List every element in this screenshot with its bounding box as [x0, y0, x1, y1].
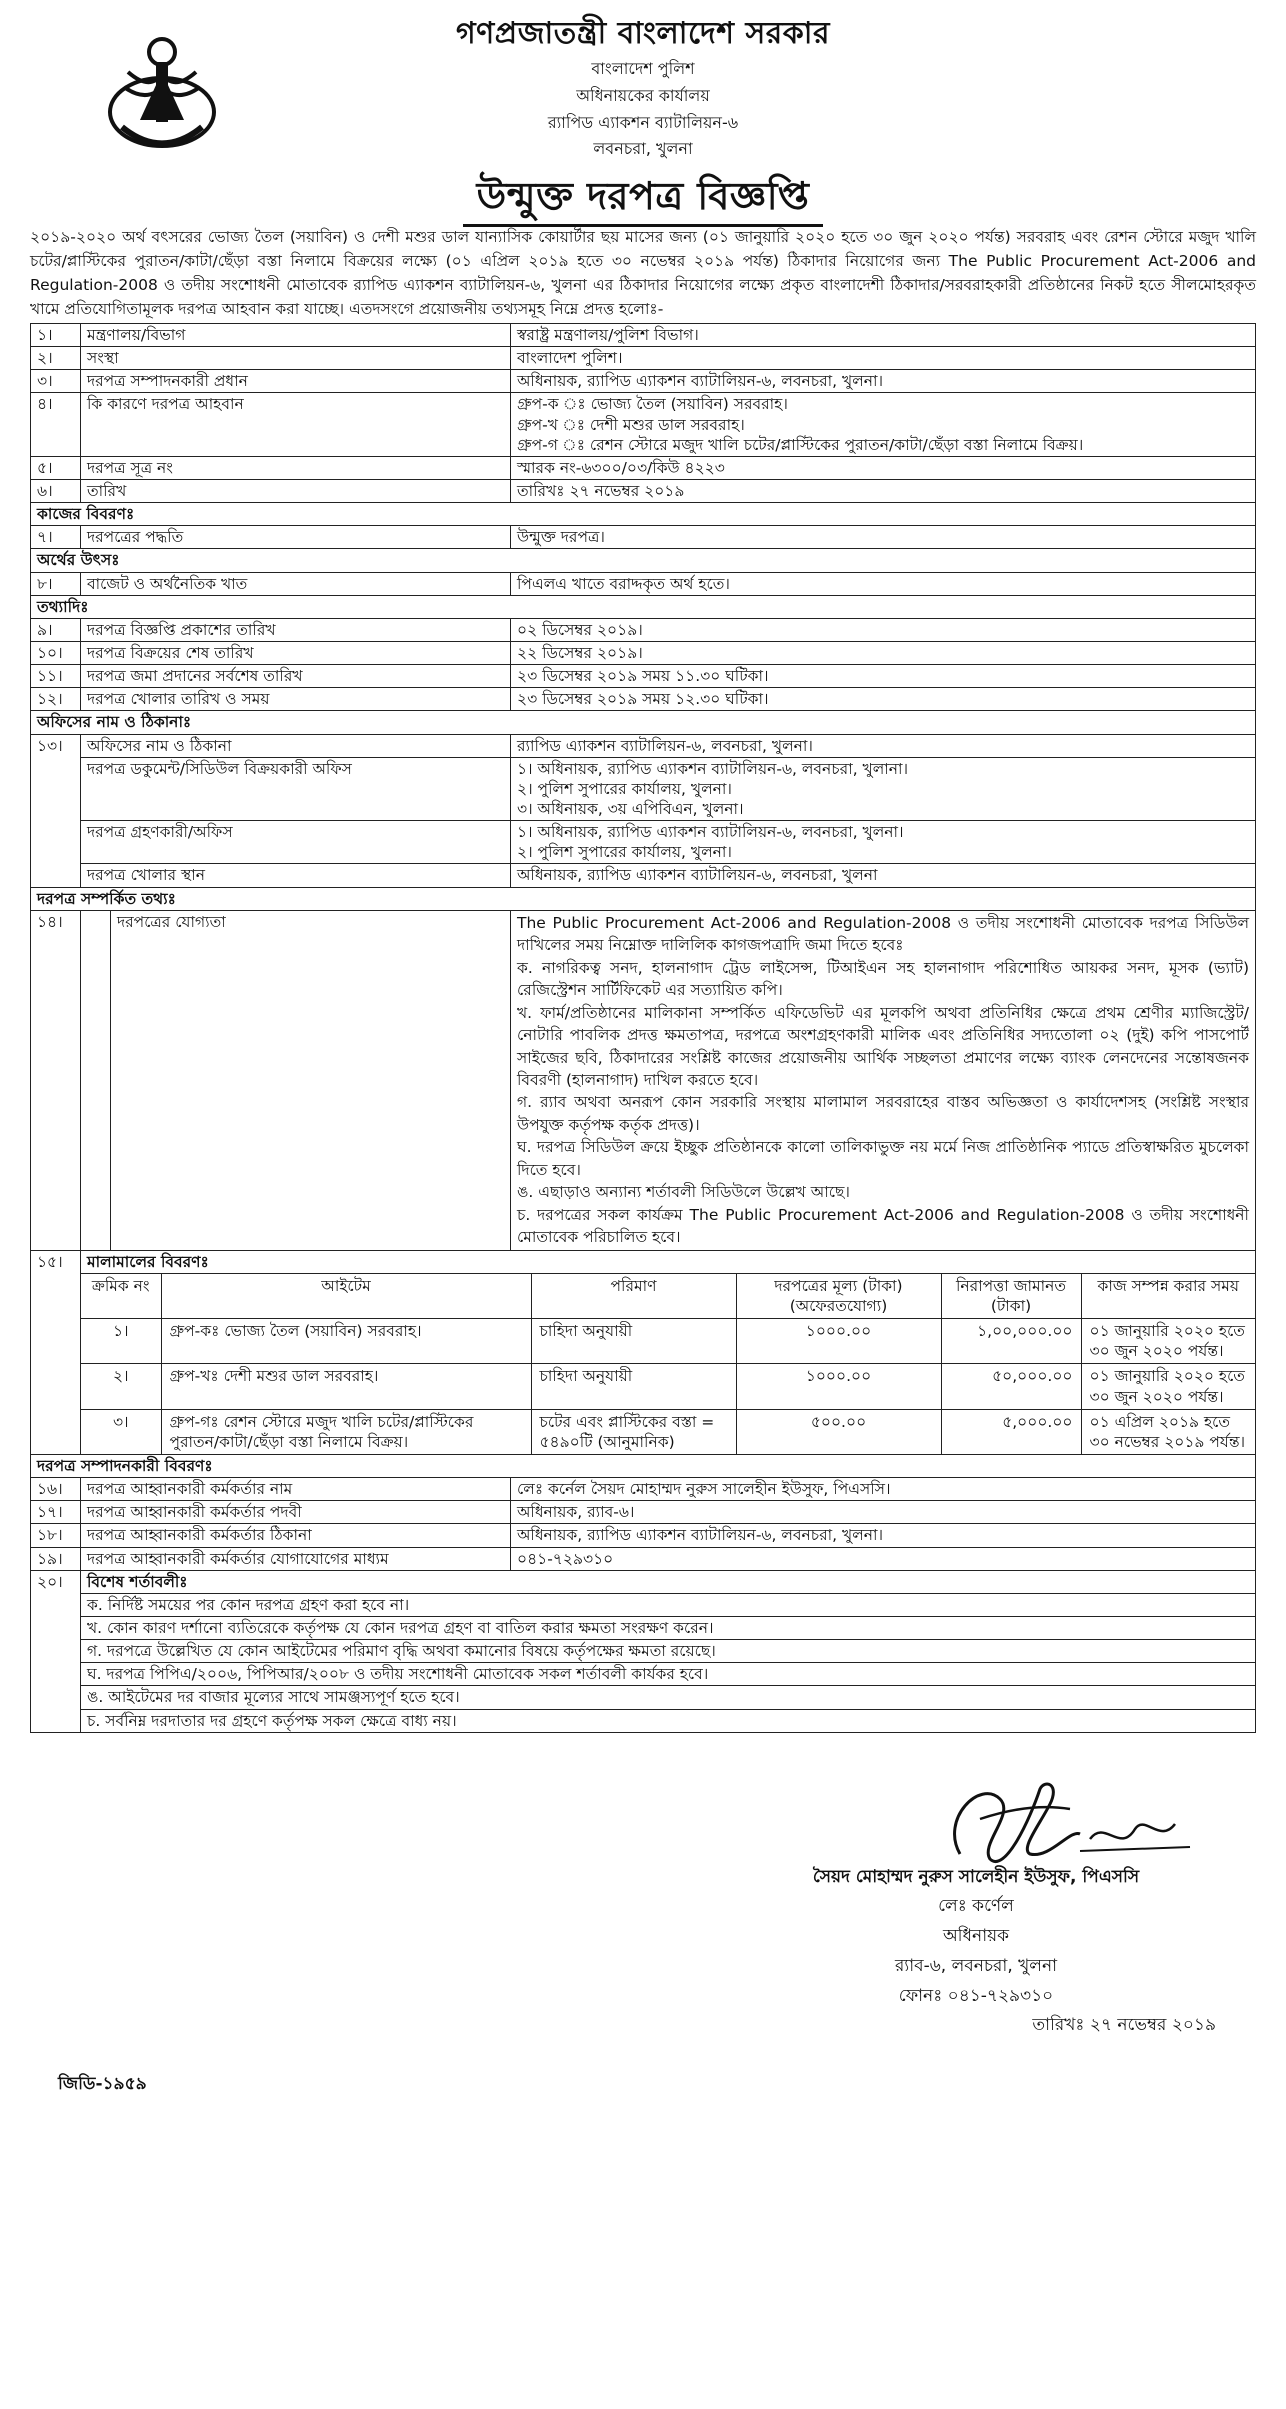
row-value: অধিনায়ক, র‍্যাপিড এ্যাকশন ব্যাটালিয়ন-৬, লবনচরা, খুলনা।: [511, 1524, 1256, 1547]
row-label: বাজেট ও অর্থনৈতিক খাত: [81, 572, 511, 595]
row-value: ২৩ ডিসেম্বর ২০১৯ সময় ১২.৩০ ঘটিকা।: [511, 688, 1256, 711]
header-line-location: লবনচরা, খুলনা: [593, 139, 693, 159]
svg-text:RAB: RAB: [149, 128, 175, 141]
row-value: ০৪১-৭২৯৩১০: [511, 1547, 1256, 1570]
row-value: বাংলাদেশ পুলিশ।: [511, 347, 1256, 370]
table-row: [31, 642, 1256, 665]
table-row: [31, 618, 1256, 641]
eligibility-requirements: [511, 910, 1256, 1250]
cell-completion: ০১ এপ্রিল ২০১৯ হতে ৩০ নভেম্বর ২০১৯ পর্যন্ত।: [1081, 1409, 1255, 1454]
header-line-battalion: র‍্যাপিড এ্যাকশন ব্যাটালিয়ন-৬: [547, 112, 739, 132]
eligibility-item: গ. র‍্যাব অথবা অনরূপ কোন সরকারি সংস্থায় মালামাল সরবরাহের বাস্তব অভিজ্ঞতা ও কার্যাদেশসহ (সংশ্লিষ্ট সংস্থার উপযুক্ত কর্তৃপক্ষ কর্তৃক প্রদত্ত)।: [517, 1093, 1249, 1134]
header-line-office: অধিনায়কের কার্যালয়: [576, 85, 710, 105]
row-value: [511, 821, 1256, 864]
special-conditions-title: বিশেষ শর্তাবলীঃ: [81, 1570, 1256, 1593]
cell-security: ৫০,০০০.০০: [941, 1364, 1081, 1409]
cell-item: গ্রুপ-খঃ দেশী মশুর ডাল সরবরাহ।: [161, 1364, 531, 1409]
table-row: [31, 370, 1256, 393]
table-row: [31, 688, 1256, 711]
special-condition: ঙ. আইটেমের দর বাজার মূল্যের সাথে সামঞ্জস্যপূর্ণ হতে হবে।: [81, 1686, 1256, 1709]
table-row: [31, 821, 1256, 864]
row-value: স্বরাষ্ট্র মন্ত্রণালয়/পুলিশ বিভাগ।: [511, 324, 1256, 347]
row-label: মন্ত্রণালয়/বিভাগ: [81, 324, 511, 347]
section-heading: তথ্যাদিঃ: [31, 595, 1256, 618]
special-condition: ঘ. দরপত্র পিপিএ/২০০৬, পিপিআর/২০০৮ ও তদীয় সংশোধনী মোতাবেক সকল শর্তাবলী কার্যকর হবে।: [81, 1663, 1256, 1686]
row-label: দরপত্র সূত্র নং: [81, 456, 511, 479]
row-number: ১৩।: [31, 734, 81, 887]
goods-header-row: [81, 1273, 1255, 1318]
row-label: সংস্থা: [81, 347, 511, 370]
table-row: [31, 1570, 1256, 1593]
receiving-office-item: ১। অধিনায়ক, র‍্যাপিড এ্যাকশন ব্যাটালিয়ন-৬, লবনচরা, খুলনা।: [517, 823, 904, 842]
signatory-post: অধিনায়ক: [942, 1926, 1010, 1947]
table-row: [81, 1319, 1255, 1364]
notice-title: উন্মুক্ত দরপত্র বিজ্ঞপ্তি: [476, 174, 810, 219]
cell-completion: ০১ জানুয়ারি ২০২০ হতে ৩০ জুন ২০২০ পর্যন্ত।: [1081, 1319, 1255, 1364]
row-value: উন্মুক্ত দরপত্র।: [511, 526, 1256, 549]
cell-tender-price: ১০০০.০০: [736, 1319, 941, 1364]
goods-heading: মালামালের বিবরণঃ: [87, 1252, 209, 1271]
signature-block: [736, 1863, 1216, 2042]
row-value: র‍্যাপিড এ্যাকশন ব্যাটালিয়ন-৬, লবনচরা, খুলনা।: [511, 734, 1256, 757]
row-number: ৭।: [31, 526, 81, 549]
cell-quantity: চাহিদা অনুযায়ী: [531, 1319, 736, 1364]
row-label: তারিখ: [81, 480, 511, 503]
row-number: ১১।: [31, 665, 81, 688]
row-number: ১৮।: [31, 1524, 81, 1547]
table-row: [31, 1501, 1256, 1524]
cell-item: গ্রুপ-কঃ ভোজ্য তৈল (সয়াবিন) সরবরাহ।: [161, 1319, 531, 1364]
cell-quantity: চাহিদা অনুযায়ী: [531, 1364, 736, 1409]
row-number: ৪।: [31, 393, 81, 456]
rab-emblem-icon: [100, 32, 225, 157]
table-row: [31, 526, 1256, 549]
eligibility-item: ঙ. এছাড়াও অন্যান্য শর্তাবলী সিডিউলে উল্লেখ আছে।: [517, 1183, 850, 1202]
row-number: ৯।: [31, 618, 81, 641]
section-heading: অফিসের নাম ও ঠিকানাঃ: [31, 711, 1256, 734]
row-value: লেঃ কর্নেল সৈয়দ মোহাম্মদ নুরুস সালেহীন ইউসুফ, পিএসসি।: [511, 1478, 1256, 1501]
table-row: [31, 1478, 1256, 1501]
col-tender-price: দরপত্রের মূল্য (টাকা) (অফেরতযোগ্য): [736, 1273, 941, 1318]
row-number: ১২।: [31, 688, 81, 711]
eligibility-item: খ. ফার্ম/প্রতিষ্ঠানের মালিকানা সম্পর্কিত এফিডেভিট এর মূলকপি অথবা প্রতিনিধির ক্ষেত্রে প্রথম শ্রেণীর ম্যাজিস্ট্রেট/নোটারি পাবলিক প্রদত্ত ক্ষমতাপত্র, দরপত্রে অংশগ্রহণকারী মালিক এবং প্রতিনিধির সদ্যতোলা ০২ (দুই) কপি পাসপোর্ট সাইজের ছবি, ঠিকাদারের সংশ্লিষ্ট কাজের প্রয়োজনীয় আর্থিক সচ্ছলতা প্রমাণের লক্ষ্যে ব্যাংক লেনদেনের সন্তোষজনক বিবরণী (হালনাগাদ) দাখিল করতে হবে।: [517, 1003, 1249, 1089]
section-heading-row: [31, 887, 1256, 910]
special-condition: খ. কোন কারণ দর্শানো ব্যতিরেকে কর্তৃপক্ষ যে কোন দরপত্র গ্রহণ বা বাতিল করার ক্ষমতা সংরক্ষণ করেন।: [81, 1617, 1256, 1640]
cell-completion: ০১ জানুয়ারি ২০২০ হতে ৩০ জুন ২০২০ পর্যন্ত।: [1081, 1364, 1255, 1409]
eligibility-item: ক. নাগরিকত্ব সনদ, হালনাগাদ ট্রেড লাইসেন্স, টিআইএন সহ হালনাগাদ পরিশোধিত আয়কর সনদ, মূসক (ভ্যাট) রেজিস্ট্রেশন সার্টিফিকেট এর সত্যায়িত কপি।: [517, 958, 1249, 1000]
row-label: দরপত্র বিক্রয়ের শেষ তারিখ: [81, 642, 511, 665]
list-item: [31, 1593, 1256, 1616]
table-row: [31, 757, 1256, 820]
table-row: [31, 393, 1256, 456]
cell-security: ১,০০,০০০.০০: [941, 1319, 1081, 1364]
table-row: [31, 864, 1256, 887]
signature-area: [30, 1733, 1256, 2093]
row-number: ৬।: [31, 480, 81, 503]
col-item: আইটেম: [161, 1273, 531, 1318]
row-label: দরপত্র খোলার তারিখ ও সময়: [81, 688, 511, 711]
row-number: ১০।: [31, 642, 81, 665]
row-label: কি কারণে দরপত্র আহবান: [81, 393, 511, 456]
row-label: দরপত্র আহ্বানকারী কর্মকর্তার পদবী: [81, 1501, 511, 1524]
header-line-police: বাংলাদেশ পুলিশ: [591, 59, 695, 78]
cell-quantity: চটের এবং প্লাস্টিকের বস্তা = ৫৪৯০টি (আনুমানিক): [531, 1409, 736, 1454]
row-label: দরপত্র সম্পাদনকারী প্রধান: [81, 370, 511, 393]
row-number: ৫।: [31, 456, 81, 479]
group-a-item: গ্রুপ-ক ঃ ভোজ্য তৈল (সয়াবিন) সরবরাহ।: [517, 395, 788, 414]
notice-header: [30, 14, 1256, 219]
row-label: দরপত্র আহ্বানকারী কর্মকর্তার যোগাযোগের মাধ্যম: [81, 1547, 511, 1570]
row-value: অধিনায়ক, র‍্যাপিড এ্যাকশন ব্যাটালিয়ন-৬, লবনচরা, খুলনা।: [511, 370, 1256, 393]
row-value: ০২ ডিসেম্বর ২০১৯।: [511, 618, 1256, 641]
list-item: [31, 1617, 1256, 1640]
row-value: অধিনায়ক, র‍্যাপিড এ্যাকশন ব্যাটালিয়ন-৬, লবনচরা, খুলনা: [511, 864, 1256, 887]
row-number: ৮।: [31, 572, 81, 595]
row-label: দরপত্র আহ্বানকারী কর্মকর্তার ঠিকানা: [81, 1524, 511, 1547]
cell-tender-price: ৫০০.০০: [736, 1409, 941, 1454]
cell-security: ৫,০০০.০০: [941, 1409, 1081, 1454]
row-number: ৩।: [31, 370, 81, 393]
col-completion: কাজ সম্পন্ন করার সময়: [1081, 1273, 1255, 1318]
row-label: দরপত্র খোলার স্থান: [81, 864, 511, 887]
row-label: দরপত্রের পদ্ধতি: [81, 526, 511, 549]
table-row: [31, 1547, 1256, 1570]
col-quantity: পরিমাণ: [531, 1273, 736, 1318]
cell-serial: ২।: [81, 1364, 161, 1409]
special-condition: ক. নির্দিষ্ট সময়ের পর কোন দরপত্র গ্রহণ করা হবে না।: [81, 1593, 1256, 1616]
section-heading: অর্থের উৎসঃ: [31, 549, 1256, 572]
row-label: দরপত্রের যোগ্যতা: [111, 910, 511, 1250]
section-heading-row: [31, 549, 1256, 572]
title-underline: [463, 224, 823, 227]
signatory-rank: লেঃ কর্ণেল: [938, 1896, 1014, 1917]
table-row: [31, 734, 1256, 757]
section-heading: দরপত্র সম্পাদনকারী বিবরণঃ: [31, 1455, 1256, 1478]
list-item: [31, 1686, 1256, 1709]
eligibility-item: ঘ. দরপত্র সিডিউল ক্রয়ে ইচ্ছুক প্রতিষ্ঠানকে কালো তালিকাভুক্ত নয় মর্মে নিজ প্রাতিষ্ঠানিক প্যাডে প্রতিস্বাক্ষরিত মুচলেকা দিতে হবে।: [517, 1138, 1249, 1179]
table-row: [31, 1524, 1256, 1547]
table-row: [31, 665, 1256, 688]
signatory-name: সৈয়দ মোহাম্মদ নুরুস সালেহীন ইউসুফ, পিএসসি: [812, 1866, 1140, 1887]
row-number: ১৭।: [31, 1501, 81, 1524]
sale-office-item: ৩। অধিনায়ক, ৩য় এপিবিএন, খুলনা।: [517, 800, 744, 819]
row-label: অফিসের নাম ও ঠিকানা: [81, 734, 511, 757]
sale-office-item: ২। পুলিশ সুপারের কার্যালয়, খুলনা।: [517, 779, 732, 798]
row-number: ১৫।: [31, 1250, 81, 1454]
table-row: [31, 1250, 1256, 1454]
table-row: [81, 1364, 1255, 1409]
gd-number: জিডি-১৯৫৯: [58, 2073, 147, 2094]
row-gap: [81, 910, 111, 1250]
table-row: [31, 456, 1256, 479]
table-row: [81, 1409, 1255, 1454]
row-label: দরপত্র জমা প্রদানের সর্বশেষ তারিখ: [81, 665, 511, 688]
cell-serial: ৩।: [81, 1409, 161, 1454]
row-value: ২২ ডিসেম্বর ২০১৯।: [511, 642, 1256, 665]
table-row: [31, 347, 1256, 370]
section-heading: কাজের বিবরণঃ: [31, 503, 1256, 526]
row-number: ১৬।: [31, 1478, 81, 1501]
col-security: নিরাপত্তা জামানত (টাকা): [941, 1273, 1081, 1318]
info-table: [30, 323, 1256, 1733]
row-value: [511, 757, 1256, 820]
list-item: [31, 1709, 1256, 1732]
row-label: দরপত্র গ্রহণকারী/অফিস: [81, 821, 511, 864]
row-number: ১।: [31, 324, 81, 347]
row-number: ২০।: [31, 1570, 81, 1732]
section-heading-row: [31, 1455, 1256, 1478]
sale-office-item: ১। অধিনায়ক, র‍্যাপিড এ্যাকশন ব্যাটালিয়ন-৬, লবনচরা, খুলানা।: [517, 759, 909, 778]
row-value: তারিখঃ ২৭ নভেম্বর ২০১৯: [511, 480, 1256, 503]
receiving-office-item: ২। পুলিশ সুপারের কার্যালয়, খুলনা।: [517, 843, 732, 862]
table-row: [31, 910, 1256, 1250]
row-label: দরপত্র ডকুমেন্ট/সিডিউল বিক্রয়কারী অফিস: [81, 757, 511, 820]
goods-table: [81, 1273, 1255, 1454]
table-row: [31, 572, 1256, 595]
goods-cell: [81, 1250, 1256, 1454]
section-heading-row: [31, 711, 1256, 734]
col-serial: ক্রমিক নং: [81, 1273, 161, 1318]
cell-serial: ১।: [81, 1319, 161, 1364]
cell-item: গ্রুপ-গঃ রেশন স্টোরে মজুদ খালি চটের/প্লাস্টিকের পুরাতন/কাটা/ছেঁড়া বস্তা নিলামে বিক্রয়।: [161, 1409, 531, 1454]
group-c-item: গ্রুপ-গ ঃ রেশন স্টোরে মজুদ খালি চটের/প্লাস্টিকের পুরাতন/কাটা/ছেঁড়া বস্তা নিলামে বিক্রয়।: [517, 435, 1084, 454]
special-condition: চ. সর্বনিম্ন দরদাতার দর গ্রহণে কর্তৃপক্ষ সকল ক্ষেত্রে বাধ্য নয়।: [81, 1709, 1256, 1732]
section-heading: দরপত্র সম্পর্কিত তথ্যঃ: [31, 887, 1256, 910]
row-label: দরপত্র বিজ্ঞপ্তি প্রকাশের তারিখ: [81, 618, 511, 641]
cell-tender-price: ১০০০.০০: [736, 1364, 941, 1409]
signature-icon: [920, 1759, 1200, 1879]
row-number: ১৪।: [31, 910, 81, 1250]
row-value: অধিনায়ক, র‍্যাব-৬।: [511, 1501, 1256, 1524]
table-row: [31, 324, 1256, 347]
signatory-address: র‍্যাব-৬, লবনচরা, খুলনা: [894, 1955, 1058, 1976]
row-number: ২।: [31, 347, 81, 370]
table-row: [31, 480, 1256, 503]
signature-date: তারিখঃ ২৭ নভেম্বর ২০১৯: [1032, 2015, 1216, 2036]
list-item: [31, 1663, 1256, 1686]
intro-paragraph: ২০১৯-২০২০ অর্থ বৎসরের ভোজ্য তৈল (সয়াবিন) ও দেশী মশুর ডাল যান্যাসিক কোয়ার্টার ছয় মাসের জন্য (০১ জানুয়ারি ২০২০ হতে ৩০ জুন ২০২০ পর্যন্ত) সরবরাহ এবং রেশন স্টোরে মজুদ খালি চটের/প্লাস্টিকের পুরাতন/কাটা/ছেঁড়া বস্তা নিলামে বিক্রয়ের লক্ষ্যে (০১ এপ্রিল ২০১৯ হতে ৩০ নভেম্বর ২০১৯ পর্যন্ত) ঠিকাদার নিয়োগের জন্য The Public Procurement Act-2006 and Regulation-2008 ও তদীয় সংশোধনী মোতাবেক র‍্যাপিড এ্যাকশন ব্যাটালিয়ন-৬, খুলনা এর ঠিকাদার নিয়োগের লক্ষ্যে প্রকৃত বাংলাদেশী ঠিকাদার/সরবরাহকারী প্রতিষ্ঠানের নিকট হতে সীলমোহরকৃত খামে প্রতিযোগিতামূলক দরপত্র আহবান করা যাচ্ছে। এতদসংগে প্রয়োজনীয় তথ্যসমূহ নিম্নে প্রদত্ত হলোঃ-: [30, 228, 1256, 319]
row-label: দরপত্র আহ্বানকারী কর্মকর্তার নাম: [81, 1478, 511, 1501]
government-title: গণপ্রজাতন্ত্রী বাংলাদেশ সরকার: [456, 16, 830, 51]
eligibility-intro: The Public Procurement Act-2006 and Regulation-2008 ও তদীয় সংশোধনী মোতাবেক দরপত্র সিডিউল দাখিলের সময় নিম্নোক্ত দালিলিক কাগজপত্রাদি জমা দিতে হবেঃ: [517, 913, 1249, 955]
row-value: ২৩ ডিসেম্বর ২০১৯ সময় ১১.৩০ ঘটিকা।: [511, 665, 1256, 688]
list-item: [31, 1640, 1256, 1663]
row-number: ১৯।: [31, 1547, 81, 1570]
row-value: পিএলএ খাতে বরাদ্দকৃত অর্থ হতে।: [511, 572, 1256, 595]
section-heading-row: [31, 503, 1256, 526]
special-condition: গ. দরপত্রে উল্লেখিত যে কোন আইটেমের পরিমাণ বৃদ্ধি অথবা কমানোর বিষয়ে কর্তৃপক্ষের ক্ষমতা রয়েছে।: [81, 1640, 1256, 1663]
row-value: স্মারক নং-৬৩০০/০৩/কিউ ৪২২৩: [511, 456, 1256, 479]
group-b-item: গ্রুপ-খ ঃ দেশী মশুর ডাল সরবরাহ।: [517, 415, 745, 434]
eligibility-item: চ. দরপত্রের সকল কার্যক্রম The Public Procurement Act-2006 and Regulation-2008 ও তদীয় সংশোধনী মোতাবেক পরিচালিত হবে।: [517, 1205, 1249, 1247]
row-value: [511, 393, 1256, 456]
signatory-phone: ফোনঃ ০৪১-৭২৯৩১০: [898, 1985, 1054, 2006]
section-heading-row: [31, 595, 1256, 618]
